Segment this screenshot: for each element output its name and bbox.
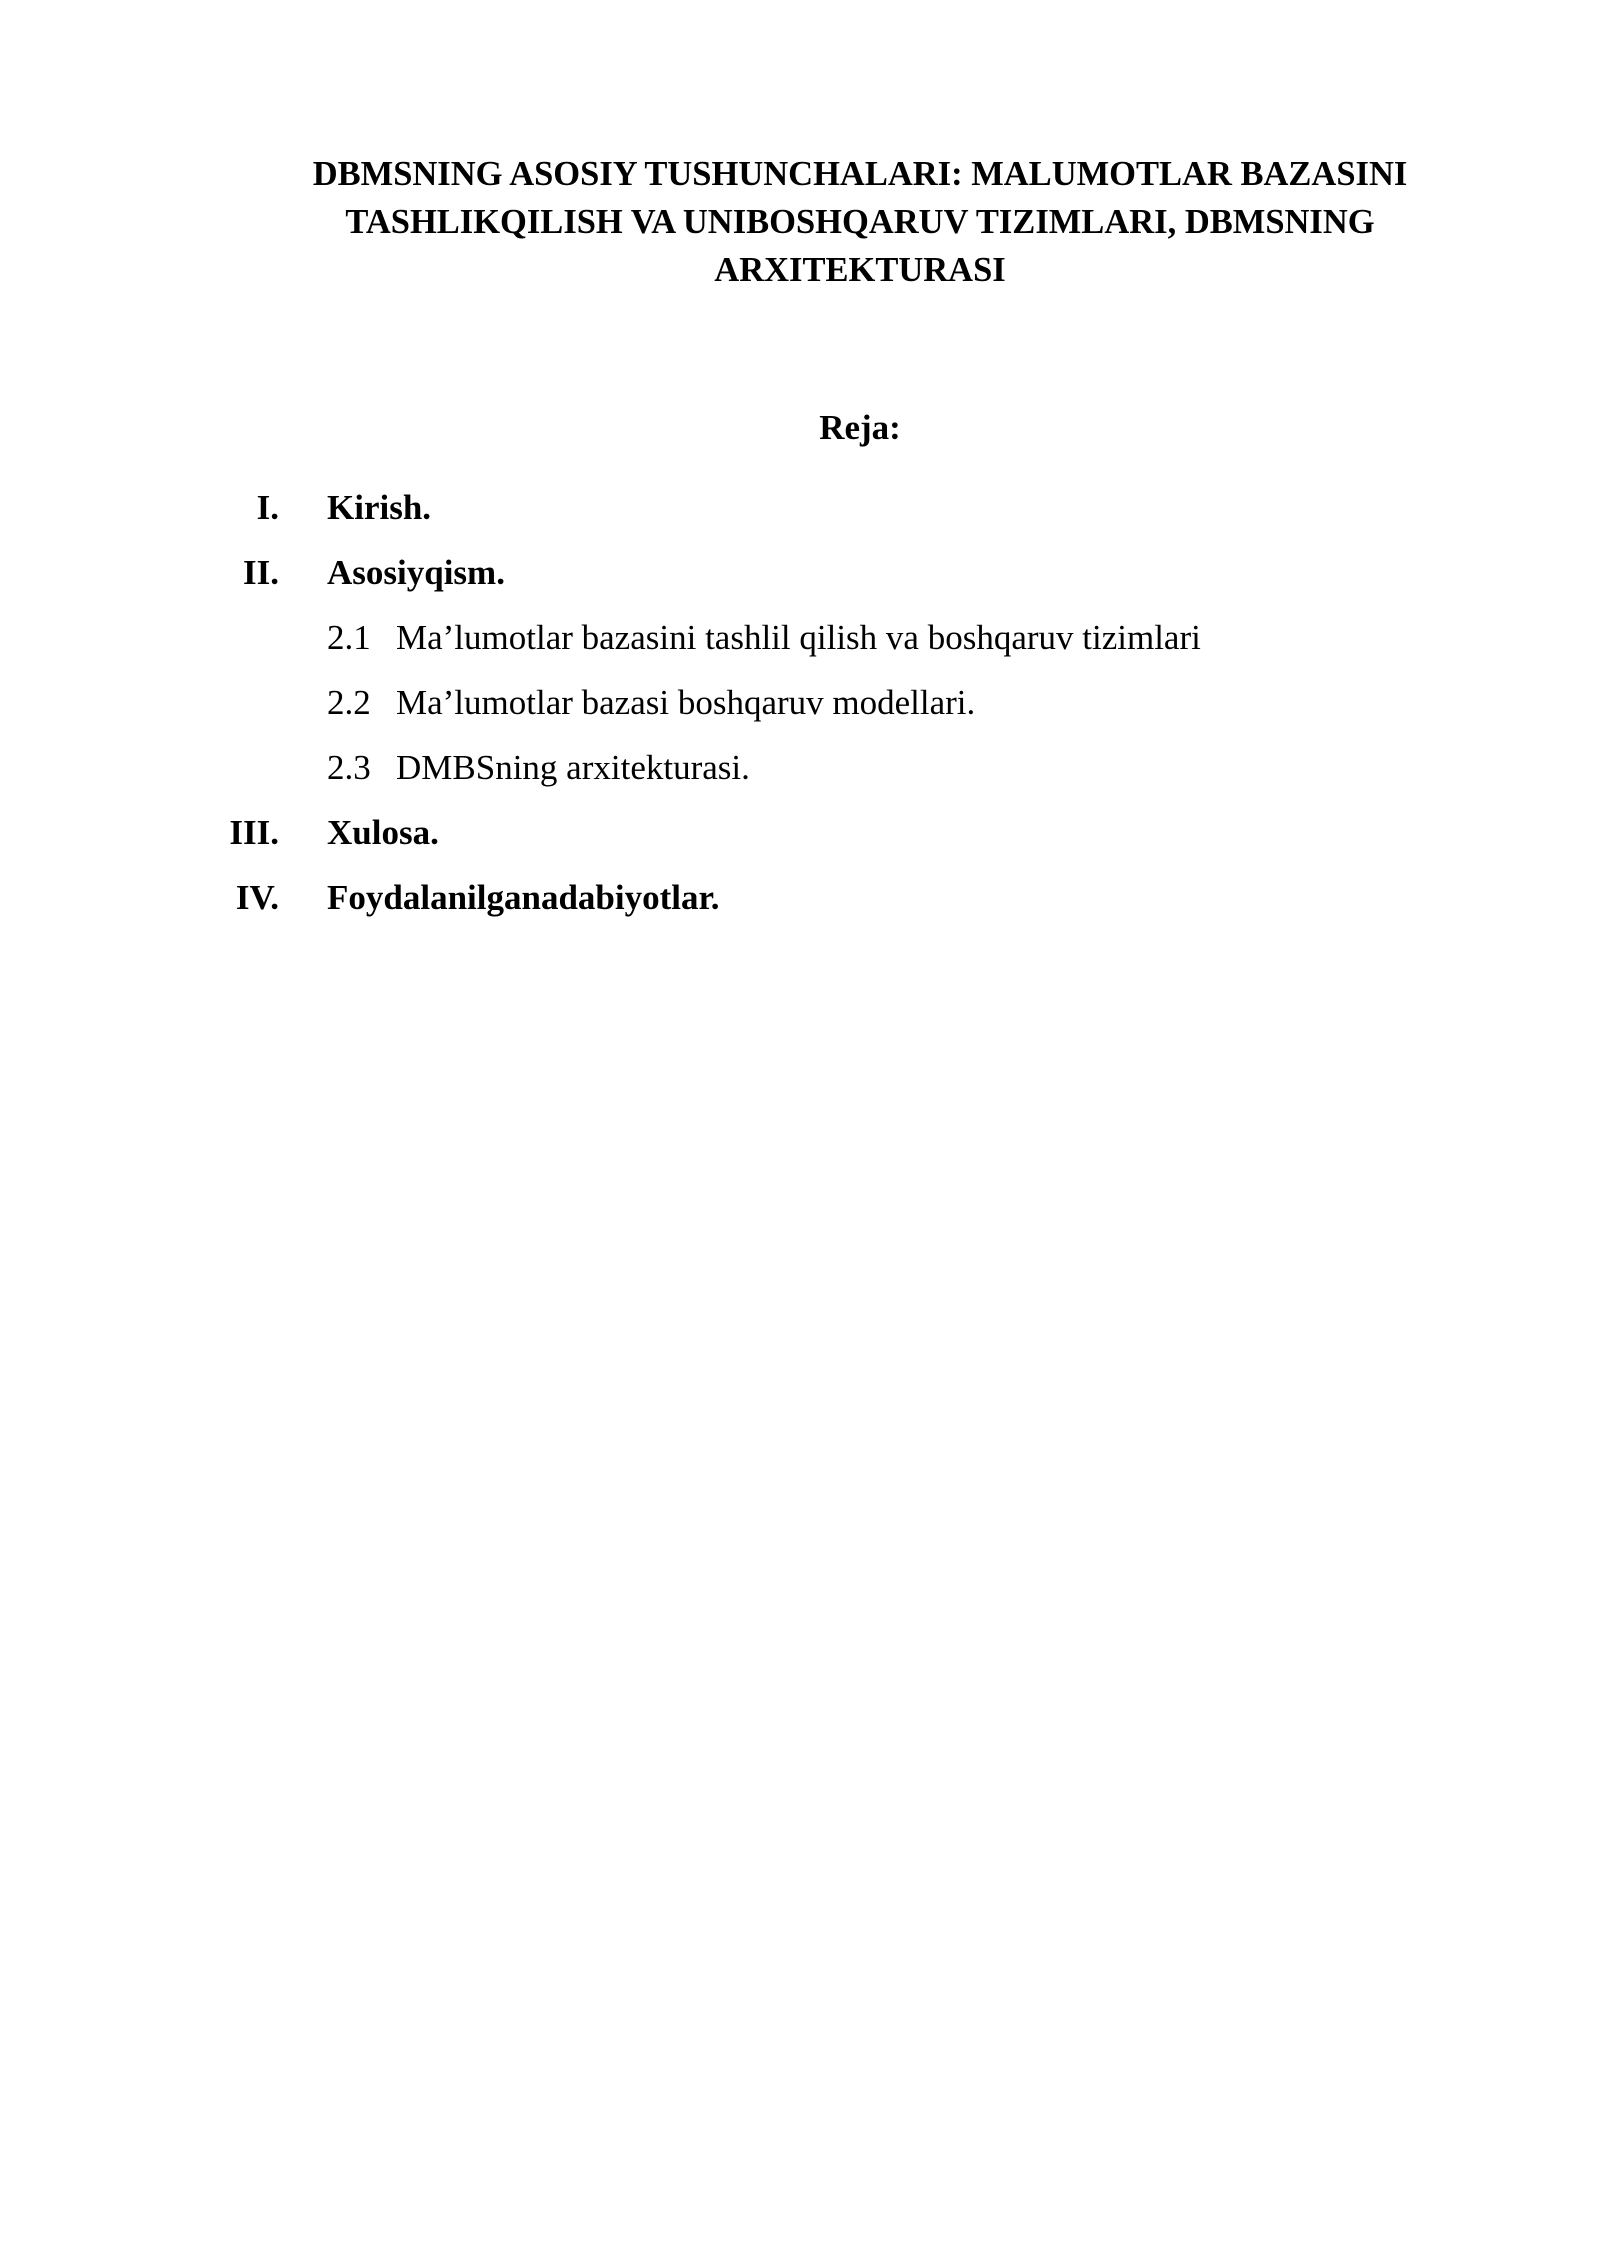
plan-item bbox=[0, 484, 1600, 532]
plan-item-label: Kirish. bbox=[327, 488, 432, 527]
plan-subitem bbox=[0, 679, 1600, 727]
plan-subitem-number: 2.1 bbox=[327, 618, 371, 657]
plan-item-numeral: I. bbox=[256, 488, 279, 527]
plan-item bbox=[0, 549, 1600, 597]
plan-item bbox=[0, 809, 1600, 857]
plan-item-label: Asosiyqism. bbox=[327, 553, 505, 592]
plan-item-numeral: IV. bbox=[235, 878, 279, 917]
document-title: DBMSNING ASOSIY TUSHUNCHALARI: MALUMOTLAR BAZASINI TASHLIKQILISH VA UNIBOSHQARUV TIZIMLARI, DBMSNING ARXITEKTURASI bbox=[312, 155, 1408, 289]
plan-item-numeral: III. bbox=[229, 813, 279, 852]
plan-item-label: Foydalanilganadabiyotlar. bbox=[327, 878, 720, 917]
plan-subitem-number: 2.2 bbox=[327, 683, 371, 722]
plan-heading: Reja: bbox=[819, 408, 901, 447]
plan-subitem bbox=[0, 744, 1600, 792]
plan-item-numeral: II. bbox=[243, 553, 279, 592]
plan-subitem-number: 2.3 bbox=[327, 748, 371, 787]
plan-subitem bbox=[0, 614, 1600, 662]
plan-item-label: Xulosa. bbox=[327, 813, 439, 852]
plan-subitem-label: Ma’lumotlar bazasini tashlil qilish va boshqaruv tizimlari bbox=[396, 618, 1201, 657]
plan-subitem-label: DMBSning arxitekturasi. bbox=[396, 748, 750, 787]
plan-item bbox=[0, 874, 1600, 922]
plan-subitem-label: Ma’lumotlar bazasi boshqaruv modellari. bbox=[396, 683, 976, 722]
